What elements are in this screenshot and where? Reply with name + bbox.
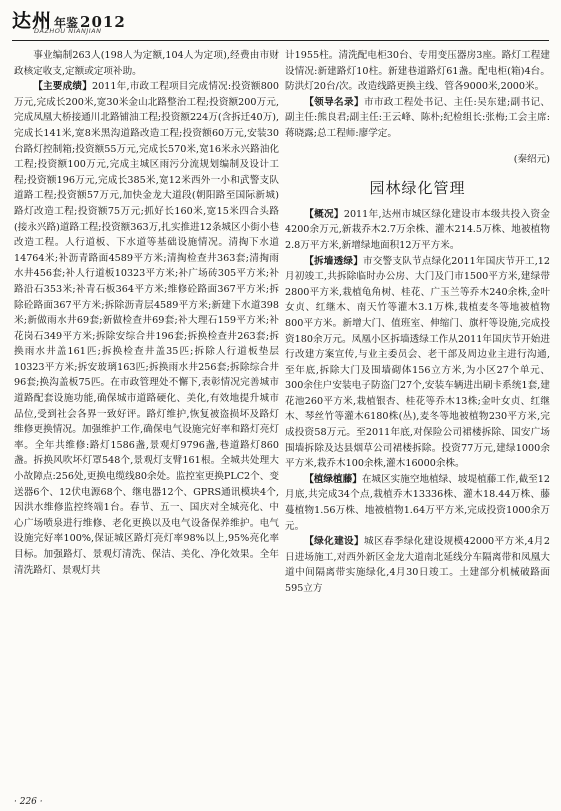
logo-subtitle: DAZHOU NIANJIAN: [34, 27, 102, 35]
left-column: [14, 48, 279, 793]
paragraph-overview: [285, 207, 550, 254]
paragraph-continued: 计1955柱。清洗配电柜30台、专用变压器房3座。路灯工程建设情况:新建路灯10柱。新建巷道路灯61盏。配电柜(箱)4台。防洪灯20台/次。改造线路更换主线、管各9000米,2000米。: [285, 50, 550, 93]
paragraph-text: 2011年,达州市城区绿化建设市本级共投入资金4200余万元,新栽乔木2.7万余株、灌木214.5万株、地被植物2.8万平方米,新增绿地面积12万平方米。: [285, 208, 550, 251]
section-heading: 园林绿化管理: [369, 179, 466, 198]
logo-year: 2012: [80, 13, 126, 31]
logo-year-label: 年鉴: [54, 16, 79, 30]
page-header: [0, 0, 561, 40]
logo-title: 达州: [12, 10, 53, 32]
author-credit: (秦绍元): [513, 153, 550, 165]
paragraph-text: 城区春季绿化建设规模42000平方米,4月2日进场施工,对西外新区金龙大道南北延线分车隔离带和凤凰大道中间隔离带实施绿化,4月30日竣工。土建部分机械破路面595立方: [285, 536, 550, 594]
right-column: [285, 48, 550, 793]
paragraph-walls: [285, 254, 550, 472]
header-divider: [12, 40, 549, 41]
paragraph-leaders: [285, 95, 550, 142]
paragraph-staffing: 事业编制263人(198人为定额,104人为定项),经费由市财政核定收支,定额或定项补助。: [14, 50, 279, 77]
section-tag: 【植绿植藤】: [304, 473, 362, 485]
paragraph-text: 在城区实施空地植绿、坡堤植藤工作,截至12月底,共完成34个点,栽植乔木13336株、灌木18.44万株、藤蔓植物1.56万株、地被植物1.64万平方米,完成投资1000余万元。: [285, 473, 550, 532]
paragraph-text: 市交警支队节点绿化2011年国庆节开工,12月初竣工,共拆除临时办公房、大门及门市1500平方米,建绿带2800平方米,栽植龟角树、桂花、广玉兰等乔木240余株,金叶女贞、红继木、南天竹等灌木3.1万株,栽植麦冬等地被植物800平方米。新增大门、值班室、伸缩门、旗杆等设施,完成投资180余万元。凤凰小区拆墙透绿工作从2011年国庆节开始进行改建方案宣传,与业主委员会、老干部及周边业主进行沟通,至年底,拆除大门及围墙砌体156立方米,为小区27个单元、300余住户安装电子防盗门27个,安装车辆进出刷卡系统1套,建花池260平方米,栽植银杏、桂花等乔木13株;金叶女贞、红继木、琴丝竹等灌木6180株(丛),麦冬等地被植物230平方米,完成投资58万元。至2011年底,对保险公司裙楼拆除、国安广场围墙拆除及达县烟草公司裙楼拆除。投资77万元,建绿1000余平方米,栽乔木100余株,灌木16000余株。: [285, 255, 550, 470]
paragraph-planting: [285, 472, 550, 534]
section-tag: 【领导名录】: [304, 96, 364, 108]
paragraph-text: 2011年,市政工程项目完成情况:投资额800万元,完成长200米,宽30米金山北路整治工程;投资额200万元,完成凤凰大桥接通川北路铺油工程;投资额224万(含拆迁40万),完成长141米,宽8米黑沟道路改造工程;投资额60万元,安装30台路灯控制箱;投资额55万元,完成长570米,宽16米永兴路油化工程;投资额100万元,完成主城区雨污分流规划编制及设计工程;投资额196万元,完成长385米,宽12米西外一小和武警支队道路工程;投资额57万元,加快金龙大道段(朝阳路至国际新城)路灯改造工程;投资额75万元;抓好长160米,宽15米四合头路(接永兴路)道路工程;投资额363万,扎实推进12条城区小街小巷改造工程。人行道板、下水道等基础设施情况。清掏下水道14764米;补沥青路面4589平方米;清掏检查井363套;清掏雨水井456套;补人行道板10323平方米;补广场砖305平方米;补路沿石353米;补青石板364平方米;维修砼路面367平方米;拆除砼路面367平方米;拆除沥青层4589平方米;新建下水道398米;新做雨水井69套;新做检查井69套;补大理石159平方米;补花岗石349平方米;拆除安综合井196套;拆换检查井263套;拆换雨水井盖161匹;拆换检查井盖35匹;拆除人行道板垫层10323平方米;拆安玻璃163匹;拆换雨水井256套;拆除综合井96套;换沟盖板75匹。在市政管理处不懈下,表彰情况完善城市道路配套设施功能,确保城市道路硬化、美化,有效地提升城市品位,受到社会各界一致好评。路灯维护,恢复被盗损坏及路灯维修更换情况。加强维护工作,确保电气设施完好率和路灯亮灯率。全年共维修:路灯1586盏,景观灯9796盏,巷道路灯860盏。拆换风吹坏灯罩548个,景观灯支臂161根。全城共处理大小故障点:256处,更换电缆线80余处。监控室更换PLC2个、变送器6个、12伏电源68个、继电器12个、GPRS通讯模块4个,因洪水维修监控终端1台。春节、五一、国庆对全城亮化、中心广场喷泉进行维修、老化更换以及电气设备保养维护。电气设施完好率100%,保证城区路灯亮灯率98%以上,95%亮化率目标。加强路灯、景观灯清洗、保洁、美化、净化效果。全年清洗路灯、景观灯共: [14, 81, 279, 576]
paragraph-construction: [285, 534, 550, 596]
section-tag: 【主要成绩】: [33, 81, 93, 93]
page-number: · 226 ·: [14, 797, 43, 807]
paragraph-text: 市市政工程处书记、主任:吴东建;副书记、副主任:熊良君;副主任:王云峰、陈朴;纪检组长:张梅;工会主席:蒋晓露;总工程师:廖学定。: [285, 96, 550, 139]
section-tag: 【拆墙透绿】: [304, 255, 364, 267]
section-tag: 【概况】: [304, 208, 344, 220]
paragraph-achievements: [14, 79, 279, 578]
section-tag: 【绿化建设】: [304, 536, 364, 548]
